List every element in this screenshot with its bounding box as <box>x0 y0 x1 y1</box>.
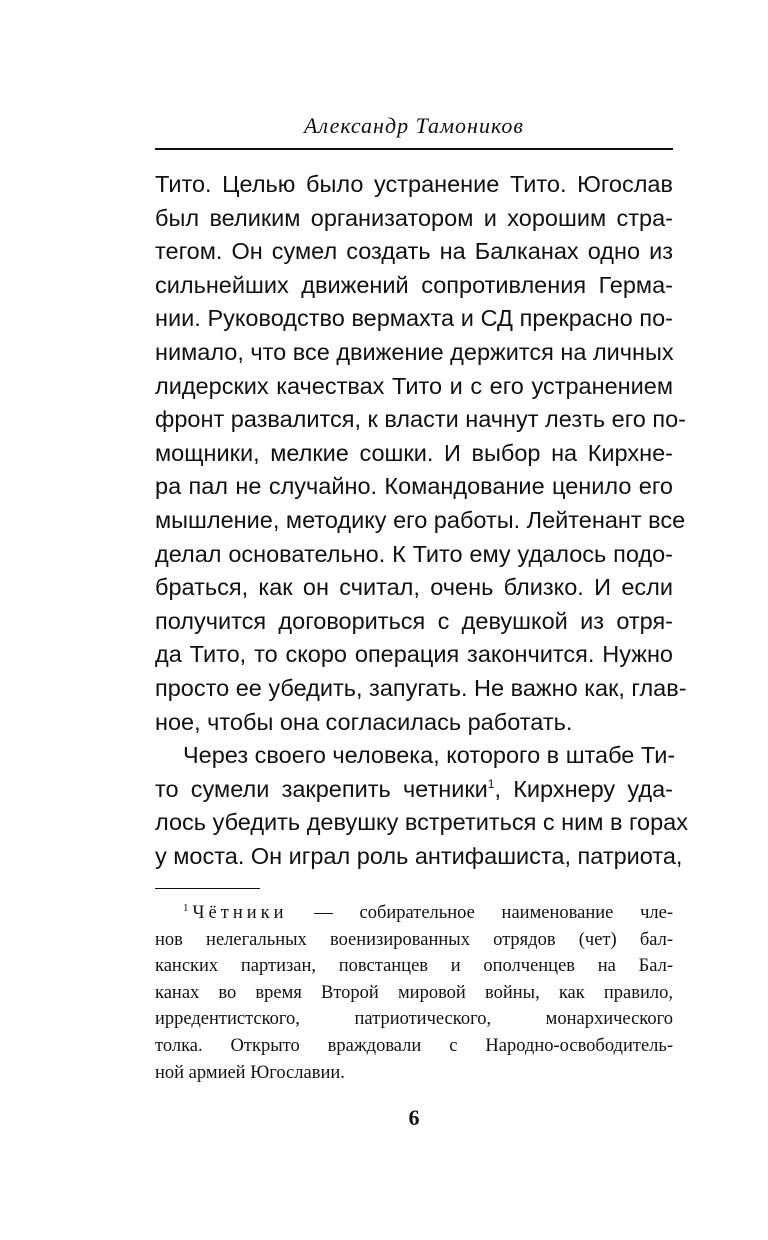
footnote-line: канах во время Второй мировой войны, как правило, <box>155 982 673 1003</box>
text-line: сильнейших движений сопротивления Герма- <box>155 271 673 298</box>
header-rule <box>155 148 673 150</box>
text-line: мощники, мелкие сошки. И выбор на Кирхне- <box>155 439 673 466</box>
text-line: тегом. Он сумел создать на Балканах одно из <box>155 238 673 265</box>
text-line: Через своего человека, которого в штабе Ти- <box>183 742 676 769</box>
page-number: 6 <box>408 1105 420 1130</box>
text-line: фронт развалится, к власти начнут лезть его по- <box>155 406 686 433</box>
footnote-line: ной армией Югославии. <box>155 1062 345 1083</box>
footnote <box>155 900 673 1086</box>
text-line: лось убедить девушку встретиться с ним в горах <box>155 809 688 836</box>
text-line: Тито. Целью было устранение Тито. Югослав <box>155 171 673 197</box>
text-line: нимало, что все движение держится на личных <box>155 338 674 365</box>
text-line: получится договориться с девушкой из отря- <box>155 607 673 634</box>
text-line: лидерских качествах Тито и с его устранением <box>155 372 673 399</box>
footnote-term: Чётники <box>192 903 288 923</box>
text-line: ра пал не случайно. Командование ценило его <box>155 473 673 500</box>
text-line: нии. Руководство вермахта и СД прекрасно по- <box>155 305 673 332</box>
text-fragment: то сумели закрепить четники <box>155 775 488 802</box>
footnote-line <box>155 900 673 927</box>
footnote-marker: 1 <box>183 901 189 914</box>
text-line: мышление, методику его работы. Лейтенант все <box>155 506 686 533</box>
footnote-text: — собирательное наименование чле- <box>287 903 673 923</box>
text-line-with-footnote <box>155 773 673 807</box>
footnote-reference[interactable]: 1 <box>487 776 495 791</box>
text-line: просто ее убедить, запугать. Не важно как, глав- <box>155 674 687 701</box>
text-line: браться, как он считал, очень близко. И если <box>155 574 673 601</box>
footnote-line: канских партизан, повстанцев и ополченцев на Бал- <box>155 956 673 977</box>
text-line: да Тито, то скоро операция закончится. Нужно <box>155 641 673 668</box>
text-fragment: , Кирхнеру уда- <box>494 775 674 802</box>
footnote-line: ирредентистского, патриотического, монархического <box>155 1009 673 1030</box>
footnote-line: нов нелегальных военизированных отрядов (чет) бал- <box>155 929 673 950</box>
footnote-separator <box>155 888 260 889</box>
text-line: у моста. Он играл роль антифашиста, патриота, <box>155 842 683 869</box>
main-text <box>155 168 688 873</box>
running-head-author: Александр Тамоников <box>304 113 524 138</box>
footnote-line: толка. Открыто враждовали с Народно-освободитель- <box>155 1035 673 1056</box>
text-line: делал основательно. К Тито ему удалось подо- <box>155 540 673 567</box>
text-line: ное, чтобы она согласилась работать. <box>155 708 573 735</box>
text-line: был великим организатором и хорошим стра- <box>155 204 673 231</box>
